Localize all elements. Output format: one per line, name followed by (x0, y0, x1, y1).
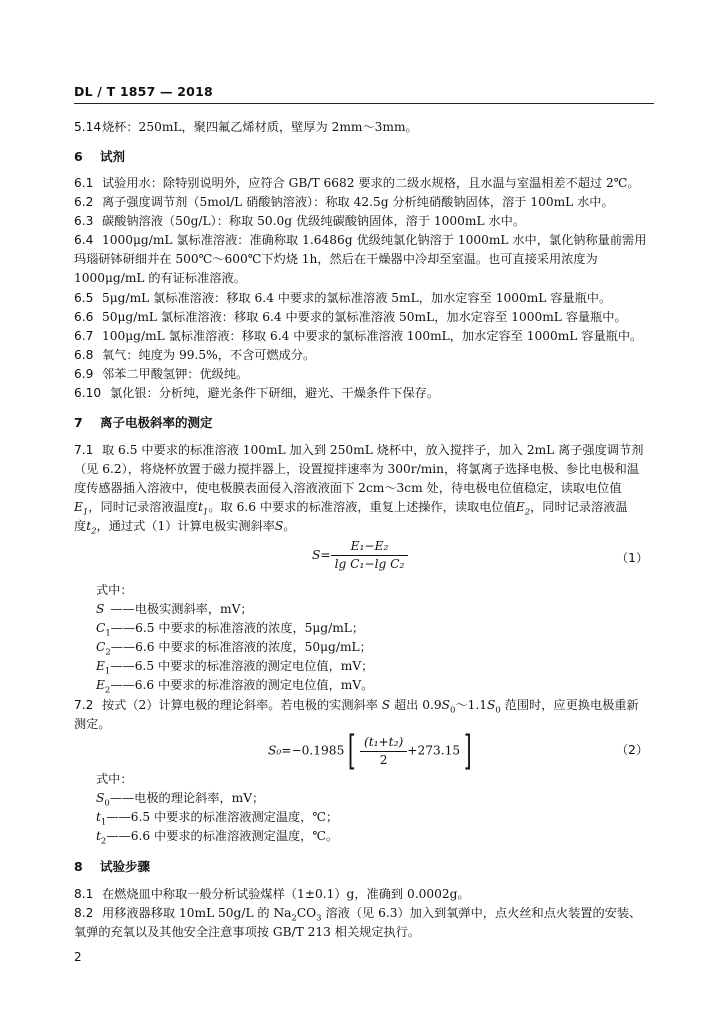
section-title: 试剂 (100, 149, 126, 164)
clause-6-7 (74, 328, 654, 344)
clause-6-5 (74, 290, 654, 306)
clause-8-1 (74, 886, 654, 902)
where-row: $E_1——6.5$ 中要求的标准溶液的测定电位值，mV； (96, 659, 374, 677)
symbol-t2: $t_2$ (86, 519, 97, 537)
section-6-heading (74, 147, 125, 165)
clause-6-3 (74, 213, 654, 229)
clause-text: 氧气：纯度为 99.5%，不含可燃成分。 (102, 348, 316, 362)
where-intro-2: 式中： (96, 772, 133, 786)
clause-text: 50μg/mL 氯标准溶液：移取 6.4 中要求的氯标准溶液 50mL，加水定容至 1000mL 容量瓶中。 (102, 310, 627, 324)
symbol-t1: $t_1$ (198, 500, 209, 518)
where-row: $t_2——6.6$ 中要求的标准溶液测定温度，℃。 (96, 829, 339, 847)
clause-text: 100μg/mL 氯标准溶液：移取 6.4 中要求的氯标准溶液 100mL，加水定容至 1000mL 容量瓶中。 (102, 329, 643, 343)
clause-number: 6.2 (74, 195, 94, 209)
clause-number: 6.5 (74, 291, 94, 305)
equation-2-label: （2） (616, 743, 649, 757)
eq1-denominator: lg C₁−lg C₂ (334, 557, 405, 571)
eq2-numerator: (t₁+t₂) (360, 734, 407, 752)
section-number: 6 (74, 149, 83, 164)
clause-number: 6.6 (74, 310, 94, 324)
clause-text: 1000μg/mL 氯标准溶液：准确称取 1.6486g 优级纯氯化钠溶于 1000mL 水中，氯化钠称量前需用 (102, 233, 647, 247)
equation-1: S= $\frac{\text{E₁−E₂}}{\text{lg C₁−lg C₂}}$ (312, 538, 408, 573)
clause-7-1-continued: $E_1$，同时记录溶液温度$t_1$。取 6.6 中要求的标准溶液，重复上述操作，读取电位值$E_2$，同时记录溶液温 (74, 500, 628, 518)
clause-number: 6.7 (74, 329, 94, 343)
where-row: $E_2——6.6$ 中要求的标准溶液的测定电位值，mV。 (96, 678, 374, 696)
section-title: 试验步骤 (100, 859, 151, 874)
clause-6-4-continued: 玛瑙研钵研细并在 500℃～600℃下灼烧 1h，然后在干燥器中冷却至室温。也可直接采用浓度为 (74, 252, 598, 266)
symbol-e2: $E_2$ (515, 500, 531, 518)
clause-number: 7.2 (74, 698, 94, 712)
where-row: $t_1——6.5$ 中要求的标准溶液测定温度，℃； (96, 810, 339, 828)
clause-text: 邻苯二甲酸氢钾：优级纯。 (102, 367, 249, 381)
section-title: 离子电极斜率的测定 (100, 415, 213, 430)
eq1-fraction (331, 538, 409, 573)
clause-6-4 (74, 232, 654, 248)
section-7-heading (74, 413, 213, 431)
clause-number: 7.1 (74, 443, 94, 457)
clause-7-2: 7.2 按式（2）计算电极的理论斜率。若电极的实测斜率 S 超出 $0.9S_0\sim 1.1S_0$ 范围时，应更换电极重新 (74, 698, 639, 716)
where-row: $S_0——$电极的理论斜率，mV； (96, 791, 265, 809)
clause-text: 试验用水：除特别说明外，应符合 GB/T 6682 要求的二级水规格，且水温与室温相差不超过 2℃。 (102, 176, 640, 190)
eq1-numerator: E₁−E₂ (331, 538, 409, 556)
equation-2: S₀=−0.1985[ $\frac{\text{(t₁+t₂)}}{2}$ +273.15] (268, 728, 472, 774)
clause-number: 8.2 (74, 906, 94, 920)
where-row: S ——电极实测斜率，mV； (96, 602, 253, 616)
clause-6-4-continued: 1000μg/mL 的有证标准溶液。 (74, 271, 246, 285)
where-intro-1: 式中： (96, 583, 133, 597)
where-row: $C_1——6.5$ 中要求的标准溶液的浓度，5μg/mL； (96, 621, 365, 639)
eq2-denominator: 2 (379, 752, 388, 767)
clause-text: 在燃烧皿中称取一般分析试验煤样（1±0.1）g，准确到 0.0002g。 (102, 887, 470, 901)
section-number: 7 (74, 415, 83, 430)
clause-number: 6.1 (74, 176, 94, 190)
clause-6-8 (74, 347, 654, 363)
equation-1-label: （1） (616, 551, 649, 565)
clause-7-1 (74, 442, 654, 458)
clause-text: 离子强度调节剂（5mol/L 硝酸钠溶液）：称取 42.5g 分析纯硝酸钠固体，溶于 100mL 水中。 (102, 195, 614, 209)
eq2-fraction (360, 734, 407, 769)
clause-8-2: 8.2 用移液器移取 10mL 50g/L 的 $Na_2CO_3$ 溶液（见 6.3）加入到氧弹中，点火丝和点火装置的安装、 (74, 906, 642, 924)
standard-code-header: DL / T 1857 — 2018 (74, 84, 213, 99)
clause-6-1 (74, 175, 654, 191)
clause-5-14 (74, 119, 654, 135)
clause-text: 取 6.5 中要求的标准溶液 100mL 加入到 250mL 烧杯中，放入搅拌子，加入 2mL 离子强度调节剂 (102, 443, 644, 457)
clause-6-10 (74, 385, 654, 401)
symbol-s: S (274, 519, 284, 533)
clause-text: 氯化银：分析纯，避光条件下研细，避光、干燥条件下保存。 (110, 386, 440, 400)
clause-text: 烧杯：250mL，聚四氟乙烯材质，壁厚为 2mm～3mm。 (102, 120, 418, 134)
clause-6-6 (74, 309, 654, 325)
section-number: 8 (74, 859, 83, 874)
clause-text: 5μg/mL 氯标准溶液：移取 6.4 中要求的氯标准溶液 5mL，加水定容至 1000mL 容量瓶中。 (102, 291, 612, 305)
clause-7-1-continued: （见 6.2），将烧杯放置于磁力搅拌器上，设置搅拌速率为 300r/min，将氯离子选择电极、参比电极和温 (74, 462, 640, 476)
clause-number: 8.1 (74, 887, 94, 901)
header-rule (74, 103, 654, 104)
clause-number: 6.9 (74, 367, 94, 381)
clause-7-1-continued: 度$t_2$，通过式（1）计算电极实测斜率S。 (74, 519, 296, 537)
clause-7-2-continued: 测定。 (74, 717, 111, 731)
clause-7-1-continued: 度传感器插入溶液中，使电极膜表面侵入溶液液面下 2cm～3cm 处，待电极电位值稳定，读取电位值 (74, 481, 622, 495)
eq2-lhs: S₀ (268, 743, 282, 758)
where-row: $C_2——6.6$ 中要求的标准溶液的浓度，50μg/mL； (96, 640, 372, 658)
clause-number: 6.3 (74, 214, 94, 228)
eq1-lhs: S (312, 548, 321, 562)
clause-6-2 (74, 194, 654, 210)
clause-text: 碳酸钠溶液（50g/L）：称取 50.0g 优级纯碳酸钠固体，溶于 1000mL 水中。 (102, 214, 526, 228)
clause-number: 5.14 (74, 120, 102, 134)
clause-number: 6.10 (74, 386, 102, 400)
page-number: 2 (74, 950, 82, 964)
clause-6-9 (74, 366, 654, 382)
symbol-e1: $E_1$ (74, 500, 89, 518)
clause-number: 6.8 (74, 348, 94, 362)
clause-number: 6.4 (74, 233, 94, 247)
section-8-heading (74, 857, 150, 875)
clause-8-2-continued: 氧弹的充氧以及其他安全注意事项按 GB/T 213 相关规定执行。 (74, 925, 421, 939)
